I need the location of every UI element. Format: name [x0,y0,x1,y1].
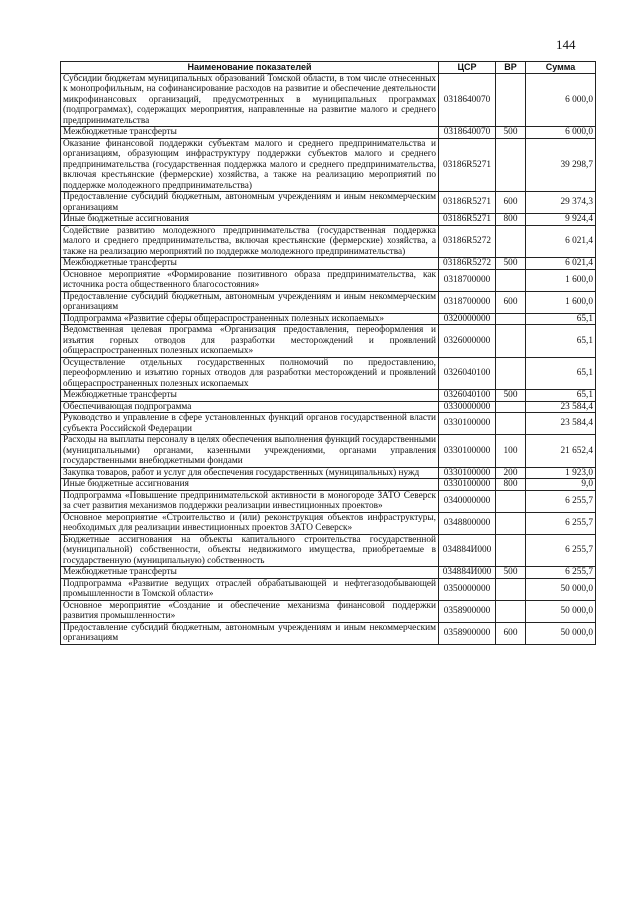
row-csr-cell: 0320000000 [439,313,496,325]
table-row [61,490,596,512]
table-row [61,291,596,313]
row-csr-cell: 0326040100 [439,357,496,390]
row-vr-cell [496,269,526,291]
row-name-cell: Расходы на выплаты персоналу в целях обеспечения выполнения функций государственными (муниципальными) органами, казенными учреждениями, органами управления государственными внебюджетными фондами [61,435,439,468]
row-sum-cell: 6 000,0 [526,73,596,127]
table-row [61,269,596,291]
row-csr-cell: 0326040100 [439,390,496,402]
row-sum-cell: 9,0 [526,479,596,491]
table-header-row [61,62,596,74]
header-name: Наименование показателей [61,62,439,74]
row-vr-cell: 500 [496,390,526,402]
table-row [61,622,596,644]
row-sum-cell: 65,1 [526,390,596,402]
row-csr-cell: 0340000000 [439,490,496,512]
table-row [61,73,596,127]
table-row [61,138,596,192]
table-row [61,127,596,139]
row-sum-cell: 39 298,7 [526,138,596,192]
row-sum-cell: 50 000,0 [526,600,596,622]
table-row [61,512,596,534]
row-sum-cell: 65,1 [526,357,596,390]
row-csr-cell: 0330100000 [439,435,496,468]
row-name-cell: Осуществление отдельных государственных полномочий по предоставлению, переоформлению и изъятию горных отводов для разработки месторождений и проявлений общераспространенных полезных ископаемых [61,357,439,390]
row-vr-cell: 500 [496,258,526,270]
row-sum-cell: 6 000,0 [526,127,596,139]
row-vr-cell [496,578,526,600]
row-vr-cell: 500 [496,127,526,139]
row-csr-cell: 0318700000 [439,269,496,291]
header-csr: ЦСР [439,62,496,74]
row-vr-cell: 600 [496,291,526,313]
row-name-cell: Закупка товаров, работ и услуг для обеспечения государственных (муниципальных) нужд [61,467,439,479]
row-csr-cell: 0318640070 [439,127,496,139]
row-sum-cell: 50 000,0 [526,622,596,644]
row-csr-cell: 0330100000 [439,413,496,435]
row-vr-cell [496,138,526,192]
row-csr-cell: 03186R5271 [439,214,496,226]
row-vr-cell: 500 [496,567,526,579]
table-row [61,600,596,622]
row-name-cell: Обеспечивающая подпрограмма [61,401,439,413]
budget-table [60,61,596,645]
table-row [61,435,596,468]
row-csr-cell: 034884И000 [439,567,496,579]
row-sum-cell: 6 255,7 [526,567,596,579]
row-sum-cell: 29 374,3 [526,192,596,214]
row-vr-cell [496,490,526,512]
table-row [61,401,596,413]
row-csr-cell: 0326000000 [439,325,496,358]
row-vr-cell [496,534,526,567]
row-vr-cell: 800 [496,214,526,226]
row-name-cell: Иные бюджетные ассигнования [61,479,439,491]
row-name-cell: Предоставление субсидий бюджетным, автономным учреждениям и иным некоммерческим организациям [61,291,439,313]
table-row [61,467,596,479]
row-vr-cell [496,357,526,390]
row-csr-cell: 03186R5272 [439,225,496,258]
row-name-cell: Субсидии бюджетам муниципальных образований Томской области, в том числе отнесенных к монопрофильным, на софинансирование расходов на развитие и обеспечение деятельности микрофинансовых организаций, предусмотренных в муниципальных программах (подпрограммах), содержащих мероприятия, направленные на развитие малого и среднего предпринимательства [61,73,439,127]
table-row [61,214,596,226]
row-csr-cell: 034884И000 [439,534,496,567]
row-name-cell: Межбюджетные трансферты [61,258,439,270]
row-csr-cell: 0330100000 [439,467,496,479]
row-name-cell: Оказание финансовой поддержки субъектам малого и среднего предпринимательства и организациям, образующим инфраструктуру поддержки субъектов малого и среднего предпринимательства (государственная поддержка малого и среднего предпринимательства, включая крестьянские (фермерские) хозяйства, а также на реализацию мероприятий по поддержке молодежного предпринимательства) [61,138,439,192]
row-vr-cell [496,225,526,258]
row-sum-cell: 6 255,7 [526,490,596,512]
row-name-cell: Содействие развитию молодежного предпринимательства (государственная поддержка малого и среднего предпринимательства, включая крестьянские (фермерские) хозяйства, а также на реализацию мероприятий по поддержке молодежного предпринимательства) [61,225,439,258]
row-sum-cell: 1 923,0 [526,467,596,479]
row-name-cell: Предоставление субсидий бюджетным, автономным учреждениям и иным некоммерческим организациям [61,192,439,214]
row-vr-cell: 600 [496,622,526,644]
table-row [61,258,596,270]
table-row [61,325,596,358]
row-name-cell: Ведомственная целевая программа «Организация предоставления, переоформления и изъятия горных отводов для разработки месторождений и проявлений общераспространенных полезных ископаемых» [61,325,439,358]
row-csr-cell: 0318640070 [439,73,496,127]
row-vr-cell [496,401,526,413]
table-row [61,357,596,390]
row-csr-cell: 03186R5271 [439,138,496,192]
page-number: 144 [556,37,576,52]
row-sum-cell: 23 584,4 [526,413,596,435]
row-csr-cell: 0330000000 [439,401,496,413]
row-sum-cell: 23 584,4 [526,401,596,413]
table-row [61,192,596,214]
row-vr-cell [496,512,526,534]
row-vr-cell: 200 [496,467,526,479]
row-csr-cell: 0348800000 [439,512,496,534]
table-row [61,313,596,325]
row-vr-cell [496,413,526,435]
row-sum-cell: 6 021,4 [526,225,596,258]
row-name-cell: Бюджетные ассигнования на объекты капитального строительства государственной (муниципальной) собственности, объекты недвижимого имущества, приобретаемые в государственную (муниципальную) собственность [61,534,439,567]
table-row [61,578,596,600]
row-csr-cell: 0330100000 [439,479,496,491]
row-vr-cell: 800 [496,479,526,491]
row-vr-cell: 600 [496,192,526,214]
table-row [61,534,596,567]
row-name-cell: Межбюджетные трансферты [61,127,439,139]
header-vr: ВР [496,62,526,74]
row-sum-cell: 50 000,0 [526,578,596,600]
row-sum-cell: 6 255,7 [526,534,596,567]
row-name-cell: Межбюджетные трансферты [61,567,439,579]
row-csr-cell: 0318700000 [439,291,496,313]
row-csr-cell: 0358900000 [439,600,496,622]
row-sum-cell: 65,1 [526,325,596,358]
row-name-cell: Иные бюджетные ассигнования [61,214,439,226]
row-sum-cell: 1 600,0 [526,291,596,313]
row-name-cell: Основное мероприятие «Формирование позитивного образа предпринимательства, как источника роста общественного благосостояния» [61,269,439,291]
row-vr-cell [496,600,526,622]
row-name-cell: Межбюджетные трансферты [61,390,439,402]
row-name-cell: Основное мероприятие «Строительство и (или) реконструкция объектов инфраструктуры, необходимых для реализации инвестиционных проектов ЗАТО Северск» [61,512,439,534]
row-name-cell: Подпрограмма «Развитие ведущих отраслей обрабатывающей и нефтегазодобывающей промышленности в Томской области» [61,578,439,600]
table-row [61,567,596,579]
row-csr-cell: 03186R5272 [439,258,496,270]
row-sum-cell: 6 255,7 [526,512,596,534]
row-vr-cell [496,313,526,325]
table-row [61,479,596,491]
table-row [61,413,596,435]
row-sum-cell: 9 924,4 [526,214,596,226]
row-vr-cell: 100 [496,435,526,468]
row-vr-cell [496,73,526,127]
row-sum-cell: 6 021,4 [526,258,596,270]
row-sum-cell: 1 600,0 [526,269,596,291]
row-sum-cell: 21 652,4 [526,435,596,468]
row-vr-cell [496,325,526,358]
row-csr-cell: 0350000000 [439,578,496,600]
row-csr-cell: 03186R5271 [439,192,496,214]
row-name-cell: Основное мероприятие «Создание и обеспечение механизма финансовой поддержки развития промышленности» [61,600,439,622]
row-csr-cell: 0358900000 [439,622,496,644]
row-name-cell: Подпрограмма «Развитие сферы общераспространенных полезных ископаемых» [61,313,439,325]
table-row [61,390,596,402]
row-sum-cell: 65,1 [526,313,596,325]
row-name-cell: Подпрограмма «Повышение предпринимательской активности в моногороде ЗАТО Северск за счет развития механизмов поддержки реализации инвестиционных проектов» [61,490,439,512]
row-name-cell: Руководство и управление в сфере установленных функций органов государственной власти субъекта Российской Федерации [61,413,439,435]
header-sum: Сумма [526,62,596,74]
row-name-cell: Предоставление субсидий бюджетным, автономным учреждениям и иным некоммерческим организациям [61,622,439,644]
table-body [61,73,596,644]
table-row [61,225,596,258]
